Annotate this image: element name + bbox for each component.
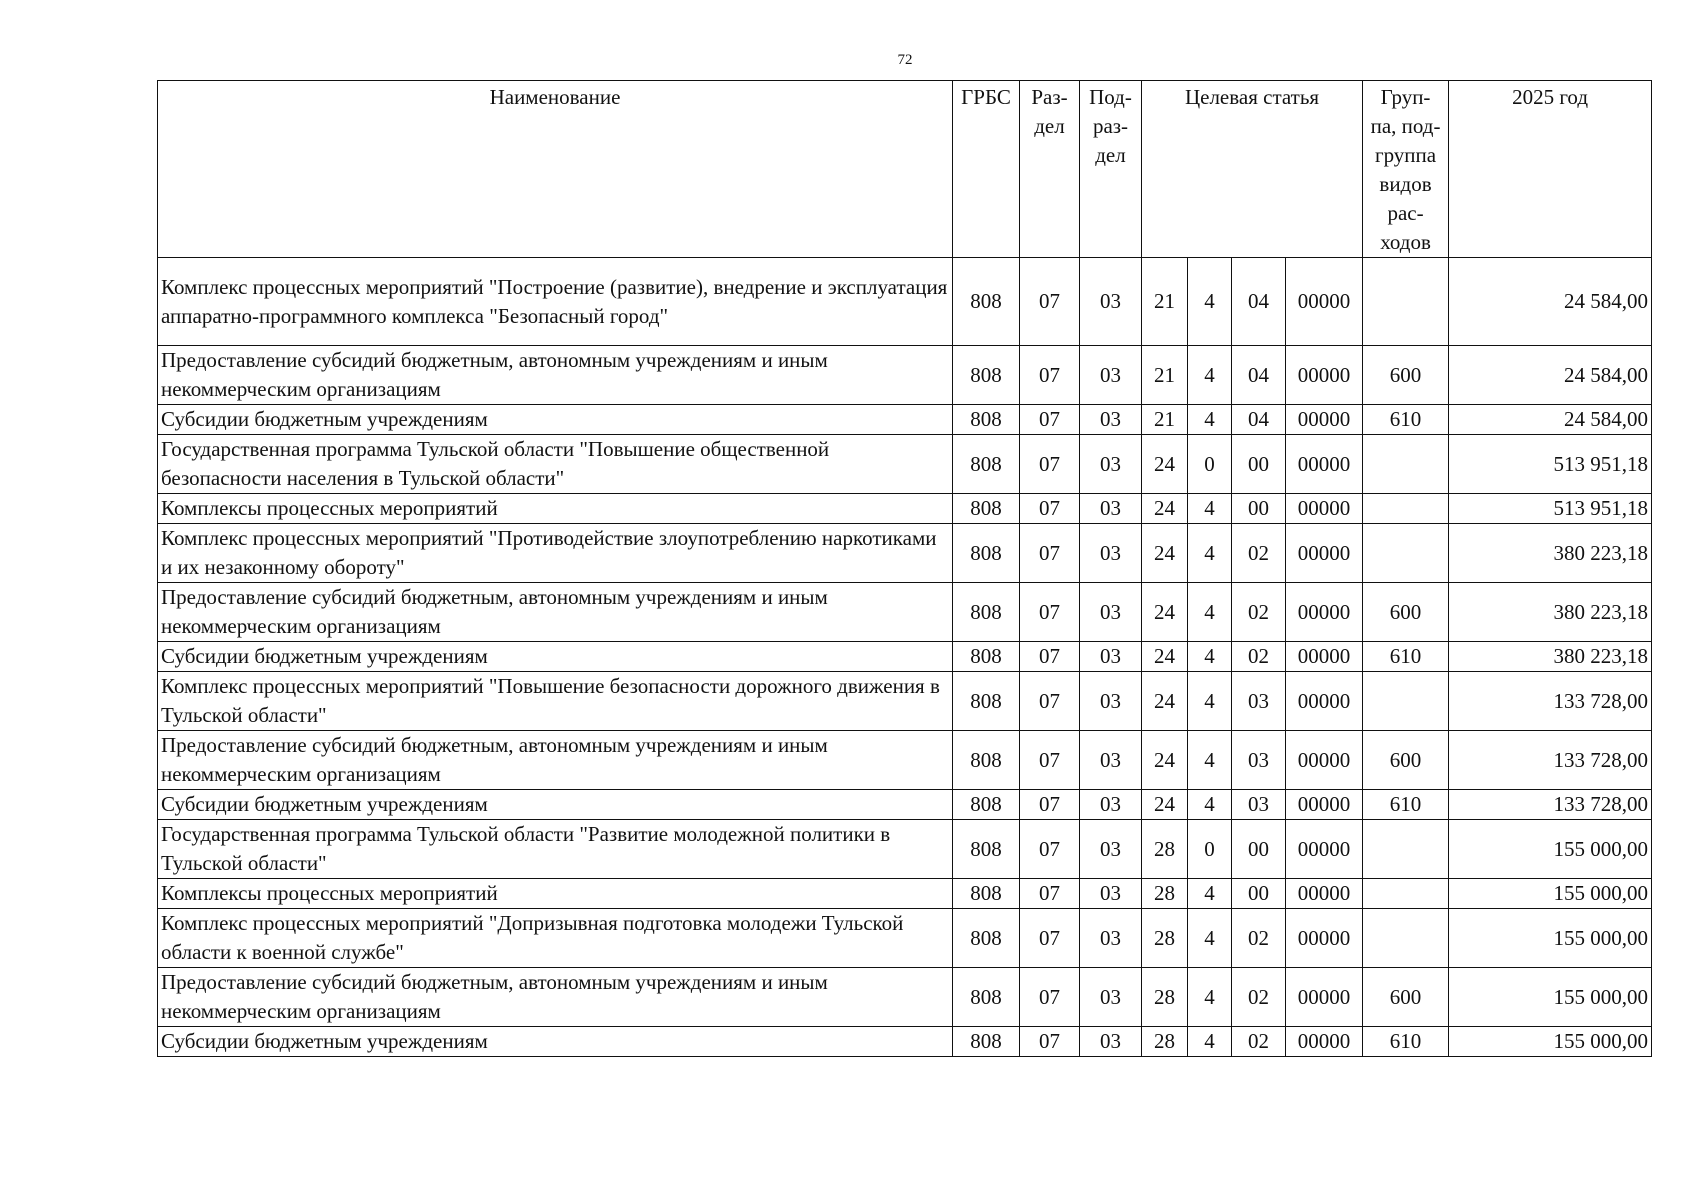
row-expense-group: 600 (1363, 583, 1449, 642)
row-target-type: 4 (1188, 790, 1232, 820)
row-podrazdel: 03 (1080, 435, 1142, 494)
row-expense-group (1363, 494, 1449, 524)
table-row (158, 820, 1652, 879)
row-expense-group (1363, 909, 1449, 968)
table-row (158, 909, 1652, 968)
table-row (158, 494, 1652, 524)
row-target-subprogram: 03 (1232, 672, 1286, 731)
row-razdel: 07 (1020, 879, 1080, 909)
row-amount: 155 000,00 (1449, 909, 1652, 968)
row-target-subprogram: 02 (1232, 583, 1286, 642)
row-grbs: 808 (953, 435, 1020, 494)
row-podrazdel: 03 (1080, 494, 1142, 524)
row-expense-group: 610 (1363, 1027, 1449, 1057)
row-podrazdel: 03 (1080, 790, 1142, 820)
row-amount: 513 951,18 (1449, 435, 1652, 494)
page-number: 72 (897, 52, 913, 68)
table-row (158, 672, 1652, 731)
row-podrazdel: 03 (1080, 1027, 1142, 1057)
table-row (158, 879, 1652, 909)
row-podrazdel: 03 (1080, 346, 1142, 405)
row-podrazdel: 03 (1080, 968, 1142, 1027)
row-target-direction: 00000 (1286, 820, 1363, 879)
row-podrazdel: 03 (1080, 820, 1142, 879)
table-row (158, 642, 1652, 672)
row-expense-group: 600 (1363, 731, 1449, 790)
row-target-program: 28 (1142, 879, 1188, 909)
row-amount: 133 728,00 (1449, 672, 1652, 731)
row-target-direction: 00000 (1286, 879, 1363, 909)
row-amount: 513 951,18 (1449, 494, 1652, 524)
table-row (158, 346, 1652, 405)
row-grbs: 808 (953, 968, 1020, 1027)
row-target-subprogram: 00 (1232, 820, 1286, 879)
row-target-direction: 00000 (1286, 258, 1363, 346)
row-target-subprogram: 00 (1232, 879, 1286, 909)
row-target-direction: 00000 (1286, 731, 1363, 790)
row-target-subprogram: 02 (1232, 968, 1286, 1027)
row-grbs: 808 (953, 731, 1020, 790)
row-grbs: 808 (953, 790, 1020, 820)
row-expense-group: 610 (1363, 790, 1449, 820)
row-target-direction: 00000 (1286, 524, 1363, 583)
table-row (158, 583, 1652, 642)
row-razdel: 07 (1020, 524, 1080, 583)
row-grbs: 808 (953, 346, 1020, 405)
row-target-subprogram: 04 (1232, 258, 1286, 346)
row-target-type: 4 (1188, 405, 1232, 435)
row-target-program: 24 (1142, 642, 1188, 672)
row-grbs: 808 (953, 583, 1020, 642)
row-target-program: 21 (1142, 258, 1188, 346)
row-podrazdel: 03 (1080, 524, 1142, 583)
row-name: Субсидии бюджетным учреждениям (158, 1027, 953, 1057)
row-amount: 155 000,00 (1449, 1027, 1652, 1057)
row-name: Предоставление субсидий бюджетным, автономным учреждениям и иным некоммерческим организациям (158, 968, 953, 1027)
row-target-subprogram: 02 (1232, 524, 1286, 583)
row-expense-group: 610 (1363, 642, 1449, 672)
table-row (158, 790, 1652, 820)
row-razdel: 07 (1020, 672, 1080, 731)
row-target-direction: 00000 (1286, 968, 1363, 1027)
row-target-type: 4 (1188, 909, 1232, 968)
row-name: Государственная программа Тульской области "Повышение общественной безопасности населения в Тульской области" (158, 435, 953, 494)
row-grbs: 808 (953, 820, 1020, 879)
row-target-program: 28 (1142, 968, 1188, 1027)
row-target-program: 28 (1142, 909, 1188, 968)
row-amount: 24 584,00 (1449, 405, 1652, 435)
row-target-type: 0 (1188, 820, 1232, 879)
row-grbs: 808 (953, 405, 1020, 435)
row-target-program: 24 (1142, 583, 1188, 642)
row-name: Комплексы процессных мероприятий (158, 494, 953, 524)
row-amount: 155 000,00 (1449, 820, 1652, 879)
table-row (158, 435, 1652, 494)
row-expense-group (1363, 820, 1449, 879)
row-podrazdel: 03 (1080, 731, 1142, 790)
row-name: Субсидии бюджетным учреждениям (158, 642, 953, 672)
row-target-program: 28 (1142, 820, 1188, 879)
row-razdel: 07 (1020, 820, 1080, 879)
row-amount: 133 728,00 (1449, 790, 1652, 820)
row-name: Субсидии бюджетным учреждениям (158, 790, 953, 820)
row-target-program: 24 (1142, 494, 1188, 524)
row-razdel: 07 (1020, 258, 1080, 346)
row-target-direction: 00000 (1286, 435, 1363, 494)
header-target-article: Целевая статья (1142, 81, 1363, 258)
row-podrazdel: 03 (1080, 258, 1142, 346)
row-podrazdel: 03 (1080, 583, 1142, 642)
row-amount: 155 000,00 (1449, 968, 1652, 1027)
row-razdel: 07 (1020, 346, 1080, 405)
budget-table (157, 80, 1652, 1057)
row-amount: 380 223,18 (1449, 583, 1652, 642)
row-target-type: 4 (1188, 346, 1232, 405)
row-target-subprogram: 03 (1232, 790, 1286, 820)
row-expense-group (1363, 258, 1449, 346)
row-target-type: 4 (1188, 672, 1232, 731)
table-row (158, 405, 1652, 435)
row-grbs: 808 (953, 672, 1020, 731)
row-expense-group: 600 (1363, 346, 1449, 405)
row-razdel: 07 (1020, 494, 1080, 524)
row-target-type: 4 (1188, 258, 1232, 346)
row-target-subprogram: 02 (1232, 642, 1286, 672)
row-target-type: 4 (1188, 731, 1232, 790)
row-target-program: 24 (1142, 731, 1188, 790)
row-target-type: 4 (1188, 968, 1232, 1027)
row-name: Предоставление субсидий бюджетным, автономным учреждениям и иным некоммерческим организациям (158, 346, 953, 405)
row-target-program: 21 (1142, 346, 1188, 405)
table-header-row (158, 81, 1652, 258)
row-target-program: 28 (1142, 1027, 1188, 1057)
row-target-direction: 00000 (1286, 494, 1363, 524)
row-podrazdel: 03 (1080, 405, 1142, 435)
row-podrazdel: 03 (1080, 879, 1142, 909)
row-amount: 24 584,00 (1449, 346, 1652, 405)
row-target-subprogram: 04 (1232, 405, 1286, 435)
row-expense-group (1363, 524, 1449, 583)
row-grbs: 808 (953, 909, 1020, 968)
row-target-subprogram: 00 (1232, 435, 1286, 494)
row-target-direction: 00000 (1286, 642, 1363, 672)
row-grbs: 808 (953, 879, 1020, 909)
table-row (158, 1027, 1652, 1057)
row-name: Предоставление субсидий бюджетным, автономным учреждениям и иным некоммерческим организациям (158, 731, 953, 790)
row-target-program: 24 (1142, 524, 1188, 583)
row-target-direction: 00000 (1286, 790, 1363, 820)
row-target-program: 21 (1142, 405, 1188, 435)
row-target-direction: 00000 (1286, 346, 1363, 405)
row-target-direction: 00000 (1286, 405, 1363, 435)
row-razdel: 07 (1020, 1027, 1080, 1057)
row-target-subprogram: 03 (1232, 731, 1286, 790)
row-grbs: 808 (953, 524, 1020, 583)
table-row (158, 968, 1652, 1027)
header-name: Наименование (158, 81, 953, 258)
row-podrazdel: 03 (1080, 909, 1142, 968)
row-name: Предоставление субсидий бюджетным, автономным учреждениям и иным некоммерческим организациям (158, 583, 953, 642)
row-expense-group (1363, 435, 1449, 494)
row-target-type: 4 (1188, 879, 1232, 909)
row-grbs: 808 (953, 258, 1020, 346)
row-razdel: 07 (1020, 968, 1080, 1027)
row-target-direction: 00000 (1286, 672, 1363, 731)
row-expense-group: 600 (1363, 968, 1449, 1027)
row-expense-group (1363, 879, 1449, 909)
row-amount: 380 223,18 (1449, 524, 1652, 583)
row-target-direction: 00000 (1286, 583, 1363, 642)
row-target-type: 4 (1188, 642, 1232, 672)
row-name: Комплексы процессных мероприятий (158, 879, 953, 909)
header-razdel: Раз- дел (1020, 81, 1080, 258)
row-target-type: 4 (1188, 1027, 1232, 1057)
table-row (158, 731, 1652, 790)
row-expense-group: 610 (1363, 405, 1449, 435)
row-grbs: 808 (953, 642, 1020, 672)
row-razdel: 07 (1020, 790, 1080, 820)
row-razdel: 07 (1020, 731, 1080, 790)
row-target-subprogram: 02 (1232, 909, 1286, 968)
row-target-program: 24 (1142, 790, 1188, 820)
header-year-2025: 2025 год (1449, 81, 1652, 258)
row-razdel: 07 (1020, 405, 1080, 435)
row-podrazdel: 03 (1080, 642, 1142, 672)
row-amount: 24 584,00 (1449, 258, 1652, 346)
row-target-type: 4 (1188, 524, 1232, 583)
row-target-direction: 00000 (1286, 1027, 1363, 1057)
row-name: Комплекс процессных мероприятий "Противодействие злоупотреблению наркотиками и их незаконному обороту" (158, 524, 953, 583)
row-razdel: 07 (1020, 642, 1080, 672)
row-expense-group (1363, 672, 1449, 731)
row-grbs: 808 (953, 494, 1020, 524)
header-expense-group: Груп- па, под- группа видов рас- ходов (1363, 81, 1449, 258)
row-target-subprogram: 02 (1232, 1027, 1286, 1057)
row-target-type: 4 (1188, 494, 1232, 524)
row-target-subprogram: 00 (1232, 494, 1286, 524)
row-target-program: 24 (1142, 672, 1188, 731)
row-razdel: 07 (1020, 909, 1080, 968)
row-target-subprogram: 04 (1232, 346, 1286, 405)
header-grbs: ГРБС (953, 81, 1020, 258)
row-target-type: 0 (1188, 435, 1232, 494)
row-target-direction: 00000 (1286, 909, 1363, 968)
row-razdel: 07 (1020, 435, 1080, 494)
row-amount: 133 728,00 (1449, 731, 1652, 790)
row-amount: 380 223,18 (1449, 642, 1652, 672)
row-name: Субсидии бюджетным учреждениям (158, 405, 953, 435)
table-row (158, 258, 1652, 346)
row-name: Комплекс процессных мероприятий "Повышение безопасности дорожного движения в Тульской области" (158, 672, 953, 731)
row-razdel: 07 (1020, 583, 1080, 642)
row-podrazdel: 03 (1080, 672, 1142, 731)
row-name: Комплекс процессных мероприятий "Построение (развитие), внедрение и эксплуатация аппаратно-программного комплекса "Безопасный город" (158, 258, 953, 346)
table-row (158, 524, 1652, 583)
row-target-program: 24 (1142, 435, 1188, 494)
row-target-type: 4 (1188, 583, 1232, 642)
row-amount: 155 000,00 (1449, 879, 1652, 909)
row-name: Комплекс процессных мероприятий "Допризывная подготовка молодежи Тульской области к военной службе" (158, 909, 953, 968)
row-grbs: 808 (953, 1027, 1020, 1057)
row-name: Государственная программа Тульской области "Развитие молодежной политики в Тульской области" (158, 820, 953, 879)
header-podrazdel: Под- раз- дел (1080, 81, 1142, 258)
